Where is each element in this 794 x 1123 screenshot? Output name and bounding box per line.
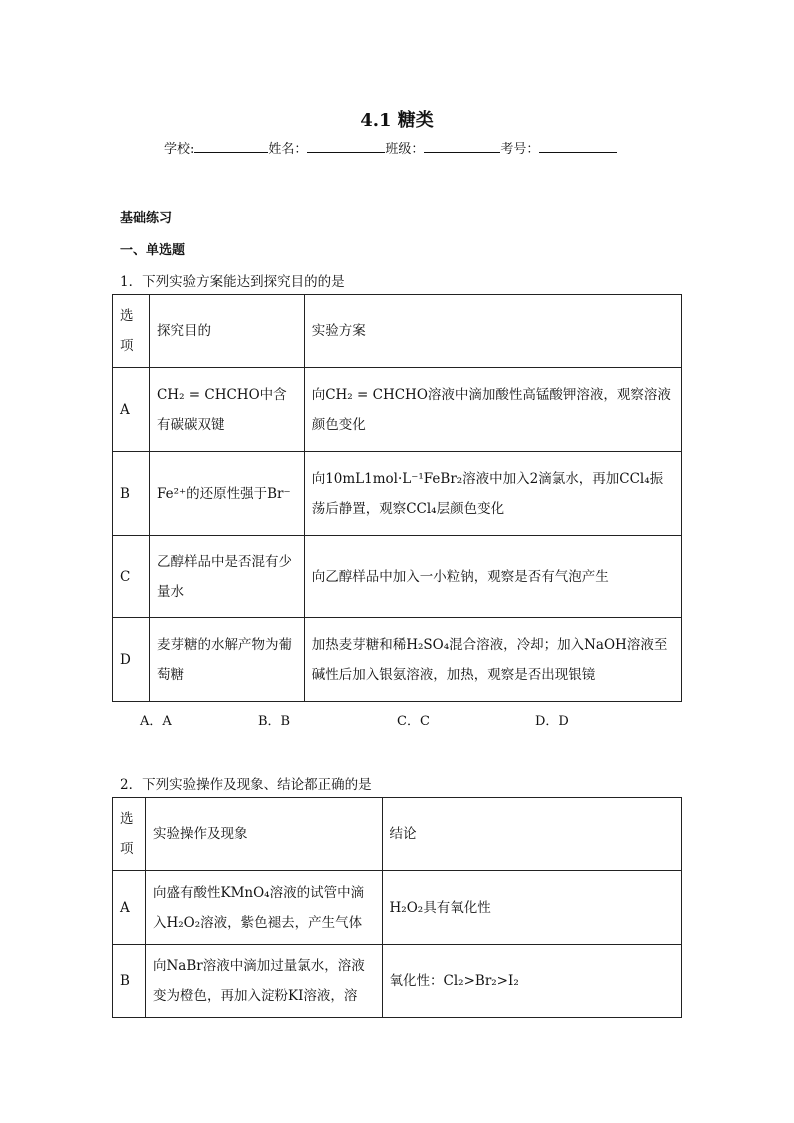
row-goal: CH₂ = CHCHO中含有碳碳双键 (149, 368, 304, 452)
row-plan: 向乙醇样品中加入一小粒钠，观察是否有气泡产生 (304, 536, 681, 618)
question-2-stem: 2．下列实验操作及现象、结论都正确的是 (120, 777, 372, 793)
exam-no-label: 考号： (500, 142, 540, 157)
section-heading: 基础练习 (120, 211, 173, 226)
choice-a[interactable]: A．A (140, 714, 172, 729)
table-row (113, 452, 682, 536)
row-option: C (113, 536, 150, 618)
row-option: A (113, 368, 150, 452)
row-goal: Fe²⁺的还原性强于Br⁻ (149, 452, 304, 536)
header-conclusion: 结论 (382, 798, 681, 871)
class-label: 班级： (385, 142, 425, 157)
row-plan: 向CH₂ = CHCHO溶液中滴加酸性高锰酸钾溶液，观察溶液颜色变化 (304, 368, 681, 452)
header-plan: 实验方案 (304, 295, 681, 368)
header-option: 选项 (113, 798, 146, 871)
exam-no-blank (539, 138, 617, 153)
class-blank (424, 138, 500, 153)
table-header-row (113, 295, 682, 368)
header-option: 选项 (113, 295, 150, 368)
row-goal: 乙醇样品中是否混有少量水 (149, 536, 304, 618)
table-row (113, 368, 682, 452)
row-plan: 向10mL1mol·L⁻¹FeBr₂溶液中加入2滴氯水，再加CCl₄振荡后静置，观察CCl₄层颜色变化 (304, 452, 681, 536)
row-option: D (113, 618, 150, 702)
table-row (113, 871, 682, 945)
question-1-table (112, 294, 682, 702)
choice-b[interactable]: B．B (258, 714, 291, 729)
row-option: B (113, 452, 150, 536)
choice-d[interactable]: D．D (535, 714, 569, 729)
table-row (113, 945, 682, 1018)
document-title: 4.1 糖类 (360, 110, 434, 131)
row-operation: 向盛有酸性KMnO₄溶液的试管中滴入H₂O₂溶液，紫色褪去，产生气体 (145, 871, 382, 945)
row-goal: 麦芽糖的水解产物为葡萄糖 (149, 618, 304, 702)
question-2-table (112, 797, 682, 1018)
row-conclusion: H₂O₂具有氧化性 (382, 871, 681, 945)
row-option: B (113, 945, 146, 1018)
name-blank (307, 138, 385, 153)
table-header-row (113, 798, 682, 871)
header-operation: 实验操作及现象 (145, 798, 382, 871)
row-operation: 向NaBr溶液中滴加过量氯水，溶液变为橙色，再加入淀粉KI溶液，溶 (145, 945, 382, 1018)
school-blank (194, 138, 268, 153)
student-info-line (164, 138, 617, 157)
name-label: 姓名： (268, 142, 308, 157)
question-1-stem: 1．下列实验方案能达到探究目的的是 (120, 274, 345, 290)
table-row (113, 536, 682, 618)
table-row (113, 618, 682, 702)
choice-c[interactable]: C．C (397, 714, 430, 729)
row-conclusion: 氧化性：Cl₂>Br₂>I₂ (382, 945, 681, 1018)
row-plan: 加热麦芽糖和稀H₂SO₄混合溶液，冷却；加入NaOH溶液至碱性后加入银氨溶液，加热，观察是否出现银镜 (304, 618, 681, 702)
school-label: 学校: (164, 142, 195, 157)
row-option: A (113, 871, 146, 945)
header-goal: 探究目的 (149, 295, 304, 368)
section-subheading: 一、单选题 (120, 243, 186, 258)
